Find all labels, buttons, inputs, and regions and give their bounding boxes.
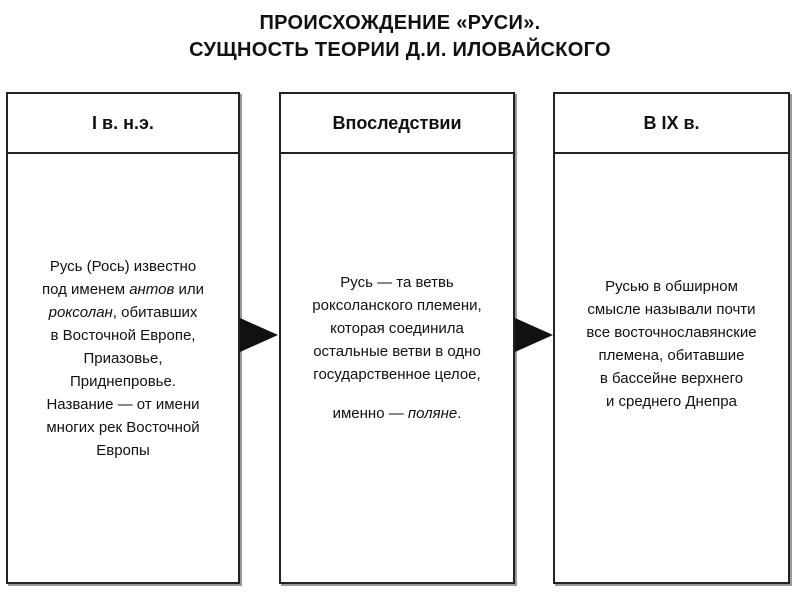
column-header: В IX в.	[555, 94, 788, 154]
column-text	[312, 271, 481, 425]
title-line-1: ПРОИСХОЖДЕНИЕ «РУСИ».	[259, 12, 541, 34]
column-later	[279, 92, 515, 584]
text-line: и среднего Днепра	[605, 393, 737, 410]
text-line: в бассейне верхнего	[599, 370, 744, 387]
page-title	[0, 10, 800, 64]
text-line: многих рек Восточной	[46, 418, 200, 436]
text-line: Европы	[96, 441, 150, 459]
column-9th-century	[553, 92, 790, 584]
text-line: которая соединила	[330, 320, 464, 337]
column-text	[586, 275, 756, 413]
italic-term: роксолан	[48, 303, 113, 321]
arrow-right-icon	[515, 318, 553, 352]
text-line: остальные ветви в одно	[313, 343, 481, 360]
title-line-2: СУЩНОСТЬ ТЕОРИИ Д.И. ИЛОВАЙСКОГО	[189, 39, 611, 61]
arrow-right-icon	[240, 318, 278, 352]
column-header: I в. н.э.	[8, 94, 238, 154]
text-line: в Восточной Европе,	[50, 326, 196, 344]
text-line: государственное целое,	[313, 366, 481, 383]
paragraph-gap	[312, 386, 481, 402]
text-line: под именем антов или	[42, 280, 204, 298]
text-line: роксолан, обитавших	[48, 303, 198, 321]
text-line: Русью в обширном	[605, 278, 738, 295]
text-line: роксоланского племени,	[312, 297, 482, 314]
italic-term: антов	[129, 280, 175, 298]
column-1st-century	[6, 92, 240, 584]
column-header: Впоследствии	[281, 94, 513, 154]
text-line: все восточнославянские	[586, 324, 757, 341]
text-line: Русь — та ветвь	[340, 274, 454, 291]
text-line: Название — от имени	[46, 395, 200, 413]
text-line: племена, обитавшие	[598, 347, 745, 364]
text-line: Русь (Рось) известно	[49, 257, 197, 275]
text-line: Приазовье,	[83, 349, 163, 367]
column-text	[42, 255, 204, 462]
italic-term: поляне	[407, 405, 458, 422]
text-line: смысле называли почти	[587, 301, 756, 318]
text-line: Приднепровье.	[70, 372, 176, 390]
text-line: именно — поляне.	[332, 405, 462, 422]
